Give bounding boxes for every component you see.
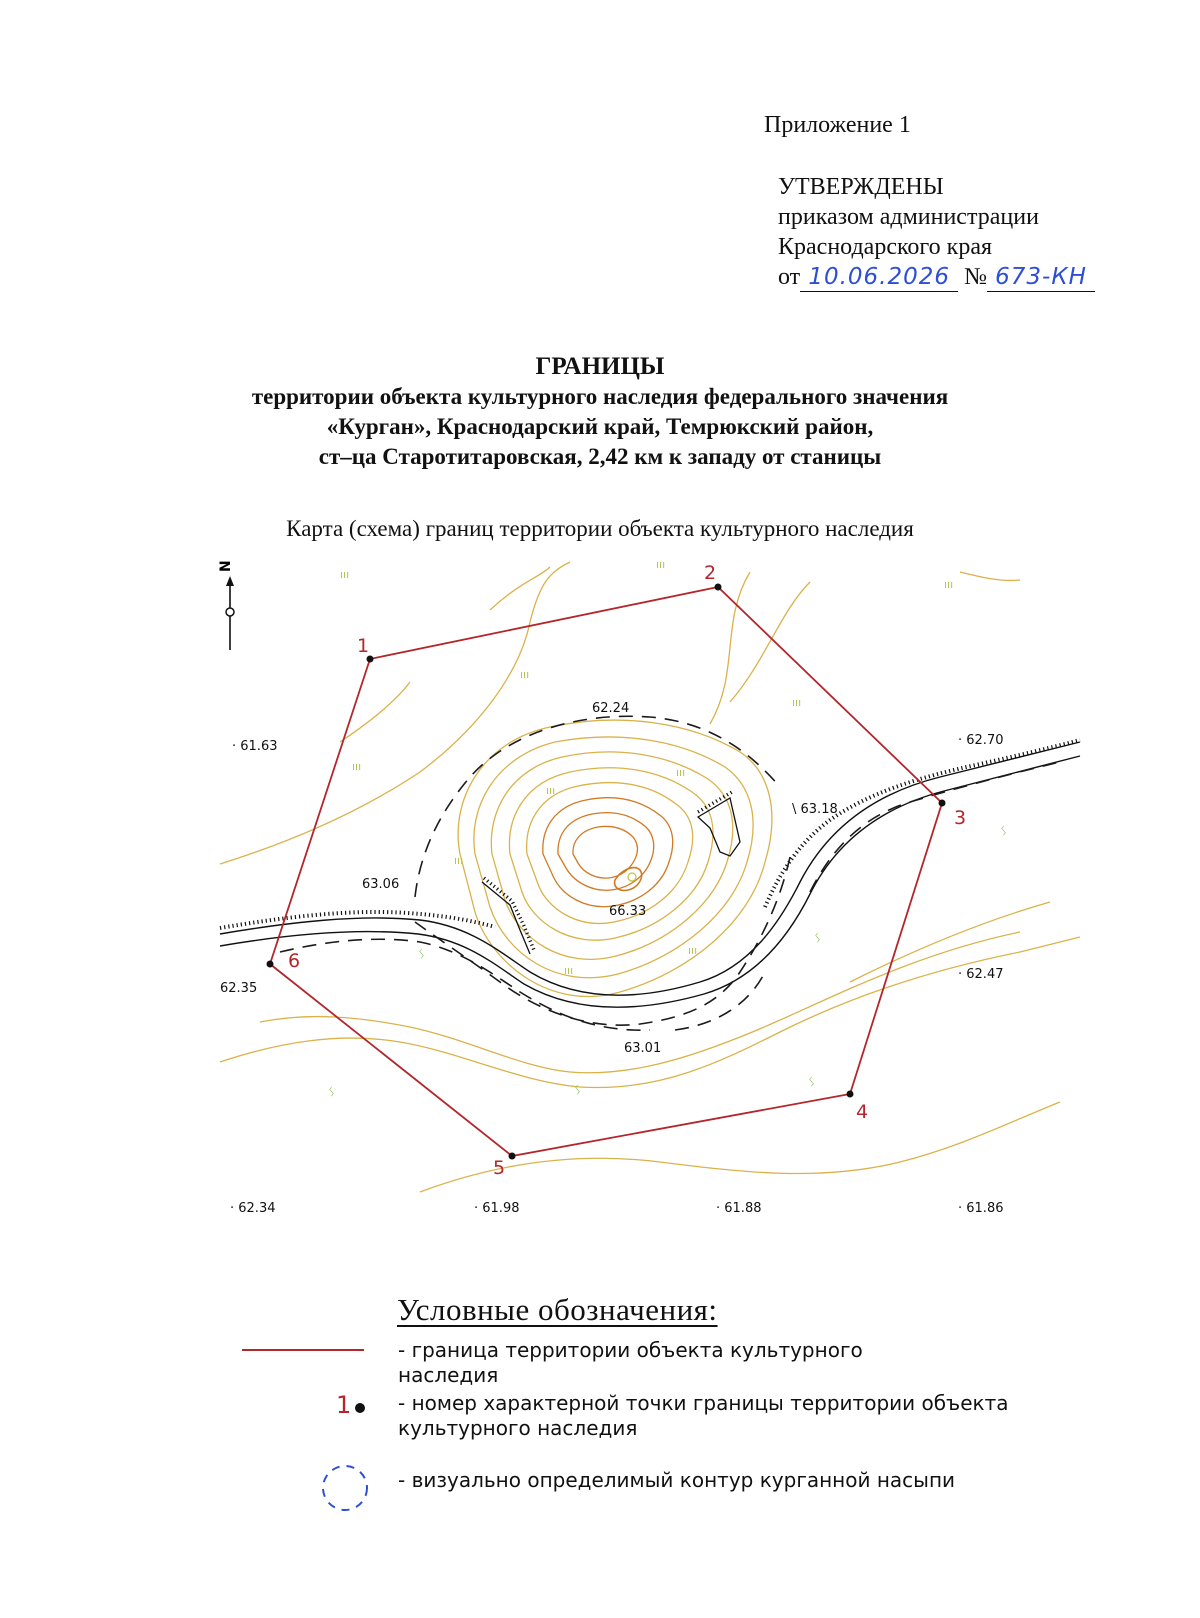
title-line-3: ст–ца Старотитаровская, 2,42 км к западу от станицы bbox=[318, 444, 882, 469]
number-field bbox=[987, 265, 1095, 292]
meadow-grass-symbol: ııı bbox=[656, 558, 666, 571]
boundary-point-5-label: 5 bbox=[493, 1157, 506, 1179]
meadow-grass-symbol: ııı bbox=[688, 944, 698, 957]
boundary-point-4 bbox=[847, 1091, 854, 1098]
shrub-symbol: ᛊ bbox=[814, 931, 822, 945]
point-number-legend-symbol: 1 bbox=[336, 1391, 352, 1419]
boundary-point-4-label: 4 bbox=[856, 1101, 869, 1123]
meadow-grass-symbol: ııı bbox=[676, 766, 686, 779]
elevation-label: 63.01 bbox=[624, 1041, 662, 1056]
meadow-grass-symbol: ııı bbox=[454, 854, 464, 867]
approval-block bbox=[778, 172, 1095, 292]
elevation-label: 62.35 bbox=[220, 981, 258, 996]
elevation-label: · 62.34 bbox=[230, 1201, 276, 1216]
mound-legend-text: - визуально определимый контур курганной насыпи bbox=[398, 1468, 956, 1492]
point-legend-text: - номер характерной точки границы территории объекта культурного наследия bbox=[398, 1391, 1009, 1440]
road bbox=[220, 740, 1080, 1007]
annex-label: Приложение 1 bbox=[764, 112, 911, 138]
boundary-point-5 bbox=[509, 1153, 516, 1160]
document-title bbox=[0, 352, 1200, 472]
boundary-map bbox=[218, 558, 1080, 1252]
elevation-label: · 61.63 bbox=[232, 739, 278, 754]
map-caption: Карта (схема) границ территории объекта культурного наследия bbox=[286, 516, 914, 541]
approved-by-line-1: приказом администрации bbox=[778, 204, 1039, 230]
approved-by-line-2: Краснодарского края bbox=[778, 234, 993, 260]
meadow-grass-symbol: ııı bbox=[546, 784, 556, 797]
shrub-symbol: ᛊ bbox=[418, 947, 426, 961]
elevation-marks bbox=[220, 701, 1003, 1216]
title-line-1: территории объекта культурного наследия федерального значения bbox=[251, 384, 949, 409]
shrub-symbol: ᛊ bbox=[1000, 824, 1008, 838]
handwritten-number: 673-КН bbox=[995, 264, 1087, 290]
mound-contour-legend-symbol bbox=[318, 1461, 372, 1515]
boundary-point-2-label: 2 bbox=[704, 562, 717, 584]
shrub-symbol: ᛊ bbox=[328, 1085, 336, 1099]
title-line-2: «Курган», Краснодарский край, Темрюкский район, bbox=[326, 414, 874, 439]
shrub-symbol: ᛊ bbox=[574, 1083, 582, 1097]
meadow-grass-symbol: ııı bbox=[564, 964, 574, 977]
vegetation-symbols bbox=[328, 558, 1007, 1099]
meadow-grass-symbol: ııı bbox=[340, 568, 350, 581]
shrub-symbol: ᛊ bbox=[808, 1075, 816, 1089]
north-arrow-icon bbox=[218, 560, 234, 650]
date-field bbox=[800, 265, 958, 292]
date-prefix: от bbox=[778, 264, 801, 290]
legend-title: Условные обозначения: bbox=[397, 1292, 718, 1327]
elevation-label: · 61.98 bbox=[474, 1201, 520, 1216]
title-main: ГРАНИЦЫ bbox=[535, 353, 665, 380]
boundary-point-3-label: 3 bbox=[954, 807, 967, 829]
elevation-label: · 62.70 bbox=[958, 733, 1004, 748]
approved-heading: УТВЕРЖДЕНЫ bbox=[778, 174, 944, 200]
elevation-label: · 61.86 bbox=[958, 1201, 1004, 1216]
boundary-point-6 bbox=[267, 961, 274, 968]
boundary-point-2 bbox=[715, 584, 722, 591]
meadow-grass-symbol: ııı bbox=[352, 760, 362, 773]
terrain-contours bbox=[220, 562, 1080, 1192]
meadow-grass-symbol: ııı bbox=[792, 696, 802, 709]
elevation-label: 63.06 bbox=[362, 877, 400, 892]
number-prefix: № bbox=[964, 264, 988, 290]
boundary-point-6-label: 6 bbox=[288, 950, 301, 972]
mound-visible-contour bbox=[280, 716, 1060, 1030]
svg-text:N: N bbox=[218, 560, 234, 572]
boundary-point-3 bbox=[939, 800, 946, 807]
boundary-line-legend-symbol bbox=[242, 1349, 364, 1351]
elevation-label: · 61.88 bbox=[716, 1201, 762, 1216]
elevation-label: 62.24 bbox=[592, 701, 630, 716]
elevation-label: 66.33 bbox=[609, 904, 647, 919]
order-date-number-line bbox=[778, 262, 1095, 292]
elevation-label: \ 63.18 bbox=[792, 802, 838, 817]
handwritten-date: 10.06.2026 bbox=[808, 264, 951, 290]
meadow-grass-symbol: ııı bbox=[944, 578, 954, 591]
meadow-grass-symbol: ııı bbox=[520, 668, 530, 681]
point-dot-legend-symbol bbox=[355, 1403, 365, 1413]
boundary-point-1-label: 1 bbox=[357, 635, 370, 657]
elevation-label: · 62.47 bbox=[958, 967, 1004, 982]
boundary-legend-text: - граница территории объекта культурного наследия bbox=[398, 1338, 863, 1387]
